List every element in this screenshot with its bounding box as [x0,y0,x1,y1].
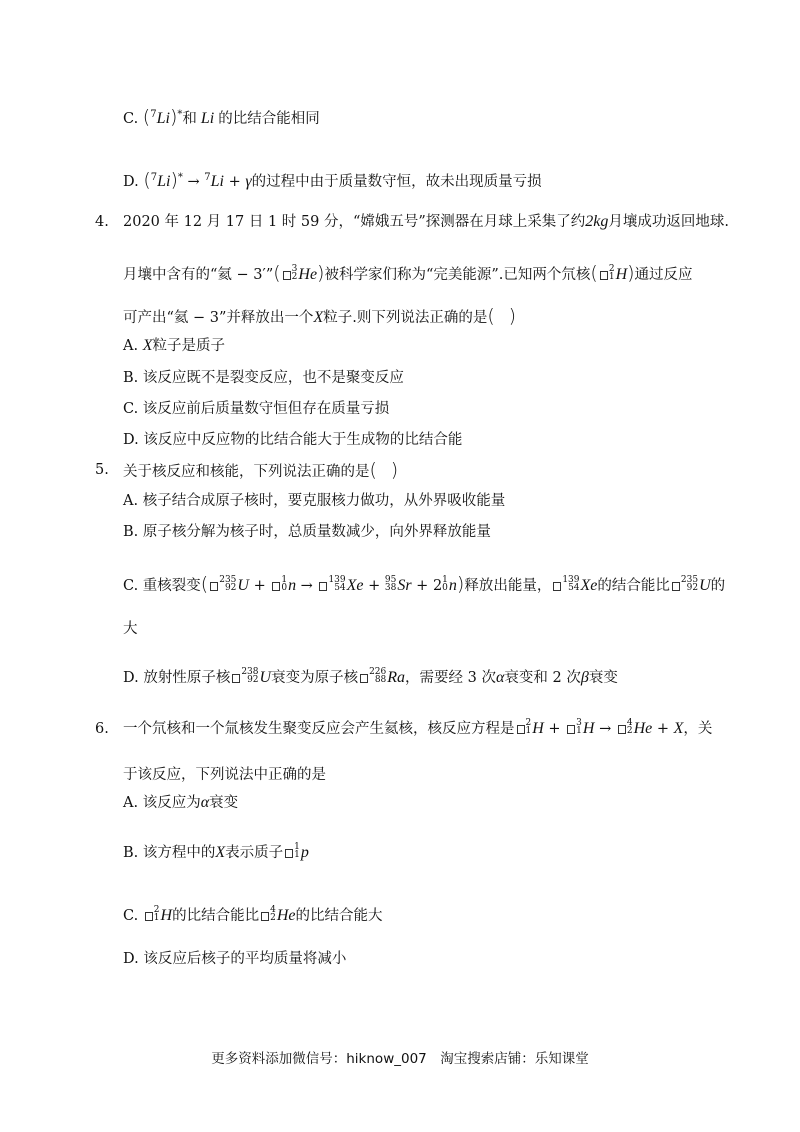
q4-option-d: D. 该反应中反应物的比结合能大于生成物的比结合能 [123,432,463,448]
q5-option-a: A. 核子结合成原子核时，要克服核力做功，从外界吸收能量 [123,493,506,509]
placeholder-box-icon [285,849,293,858]
q6-option-b: B. 该方程中的X表示质子 1 1 p [123,842,309,861]
q5-option-d: D. 放射性原子核 238 92 U衰变为原子核 226 88 Ra，需要经 3 次α衰变和 2 次β衰变 [123,667,618,686]
placeholder-box-icon [567,725,575,734]
q4-stem-line2: 月壤中含有的“氦 − 3′”( 3 2 He)被科学家们称为“完美能源”.已知两个氘核( 2 1 H)通过反应 [123,262,693,284]
q4-number: 4. [95,214,109,230]
q4-stem-line3: 可产出“氦 − 3”并释放出一个X粒子.则下列说法正确的是( ) [123,305,516,327]
placeholder-box-icon [517,725,525,734]
placeholder-box-icon [261,912,269,921]
placeholder-box-icon [283,271,291,280]
placeholder-box-icon [145,912,153,921]
q6-stem-line2: 于该反应，下列说法中正确的是 [123,767,326,783]
q4-stem-line1: 2020 年 12 月 17 日 1 时 59 分，“嫦娥五号”探测器在月球上采集了约2kg月壤成功返回地球. [123,213,730,230]
q5-stem: 关于核反应和核能，下列说法正确的是( ) [123,459,399,481]
placeholder-box-icon [360,674,368,683]
placeholder-box-icon [553,582,561,591]
q4-option-a: A. X粒子是质子 [123,337,225,354]
placeholder-box-icon [618,725,626,734]
q4-option-c: C. 该反应前后质量数守恒但存在质量亏损 [123,401,390,417]
placeholder-box-icon [272,582,280,591]
page-footer: 更多资料添加微信号：hiknow_007 淘宝搜索店铺：乐知课堂 [211,1051,589,1067]
q4-option-b: B. 该反应既不是裂变反应，也不是聚变反应 [123,370,404,386]
q5-option-c-cont: 大 [123,621,138,637]
placeholder-box-icon [672,582,680,591]
placeholder-box-icon [600,271,608,280]
q6-number: 6. [95,721,109,737]
placeholder-box-icon [319,582,327,591]
q5-option-c: C. 重核裂变( 235 92 U + 1 0 n → 139 54 Xe + 95 38 Sr + 2 1 0 n)释放出能量， 139 54 Xe的结合能比 235 92 U的 [123,573,726,595]
q6-option-c: C. 2 1 H的比结合能比 4 2 He的比结合能大 [123,905,383,924]
q6-stem-line1: 一个氘核和一个氚核发生聚变反应会产生氦核，核反应方程是 2 1 H + 3 1 H → 4 2 He + X，关 [123,718,713,737]
q6-option-d: D. 该反应后核子的平均质量将减小 [123,951,347,967]
q3-option-c: C. ($^7$Li)*和 Li 的比结合能相同 [123,106,320,128]
q6-option-a: A. 该反应为α衰变 [123,794,239,811]
placeholder-box-icon [232,674,240,683]
q5-number: 5. [95,462,109,478]
q3-option-d: D. ($^7$Li)* → $^7$Li + γ的过程中由于质量数守恒，故未出现质量亏损 [123,169,542,191]
q5-option-b: B. 原子核分解为核子时，总质量数减少，向外界释放能量 [123,524,491,540]
placeholder-box-icon [210,582,218,591]
